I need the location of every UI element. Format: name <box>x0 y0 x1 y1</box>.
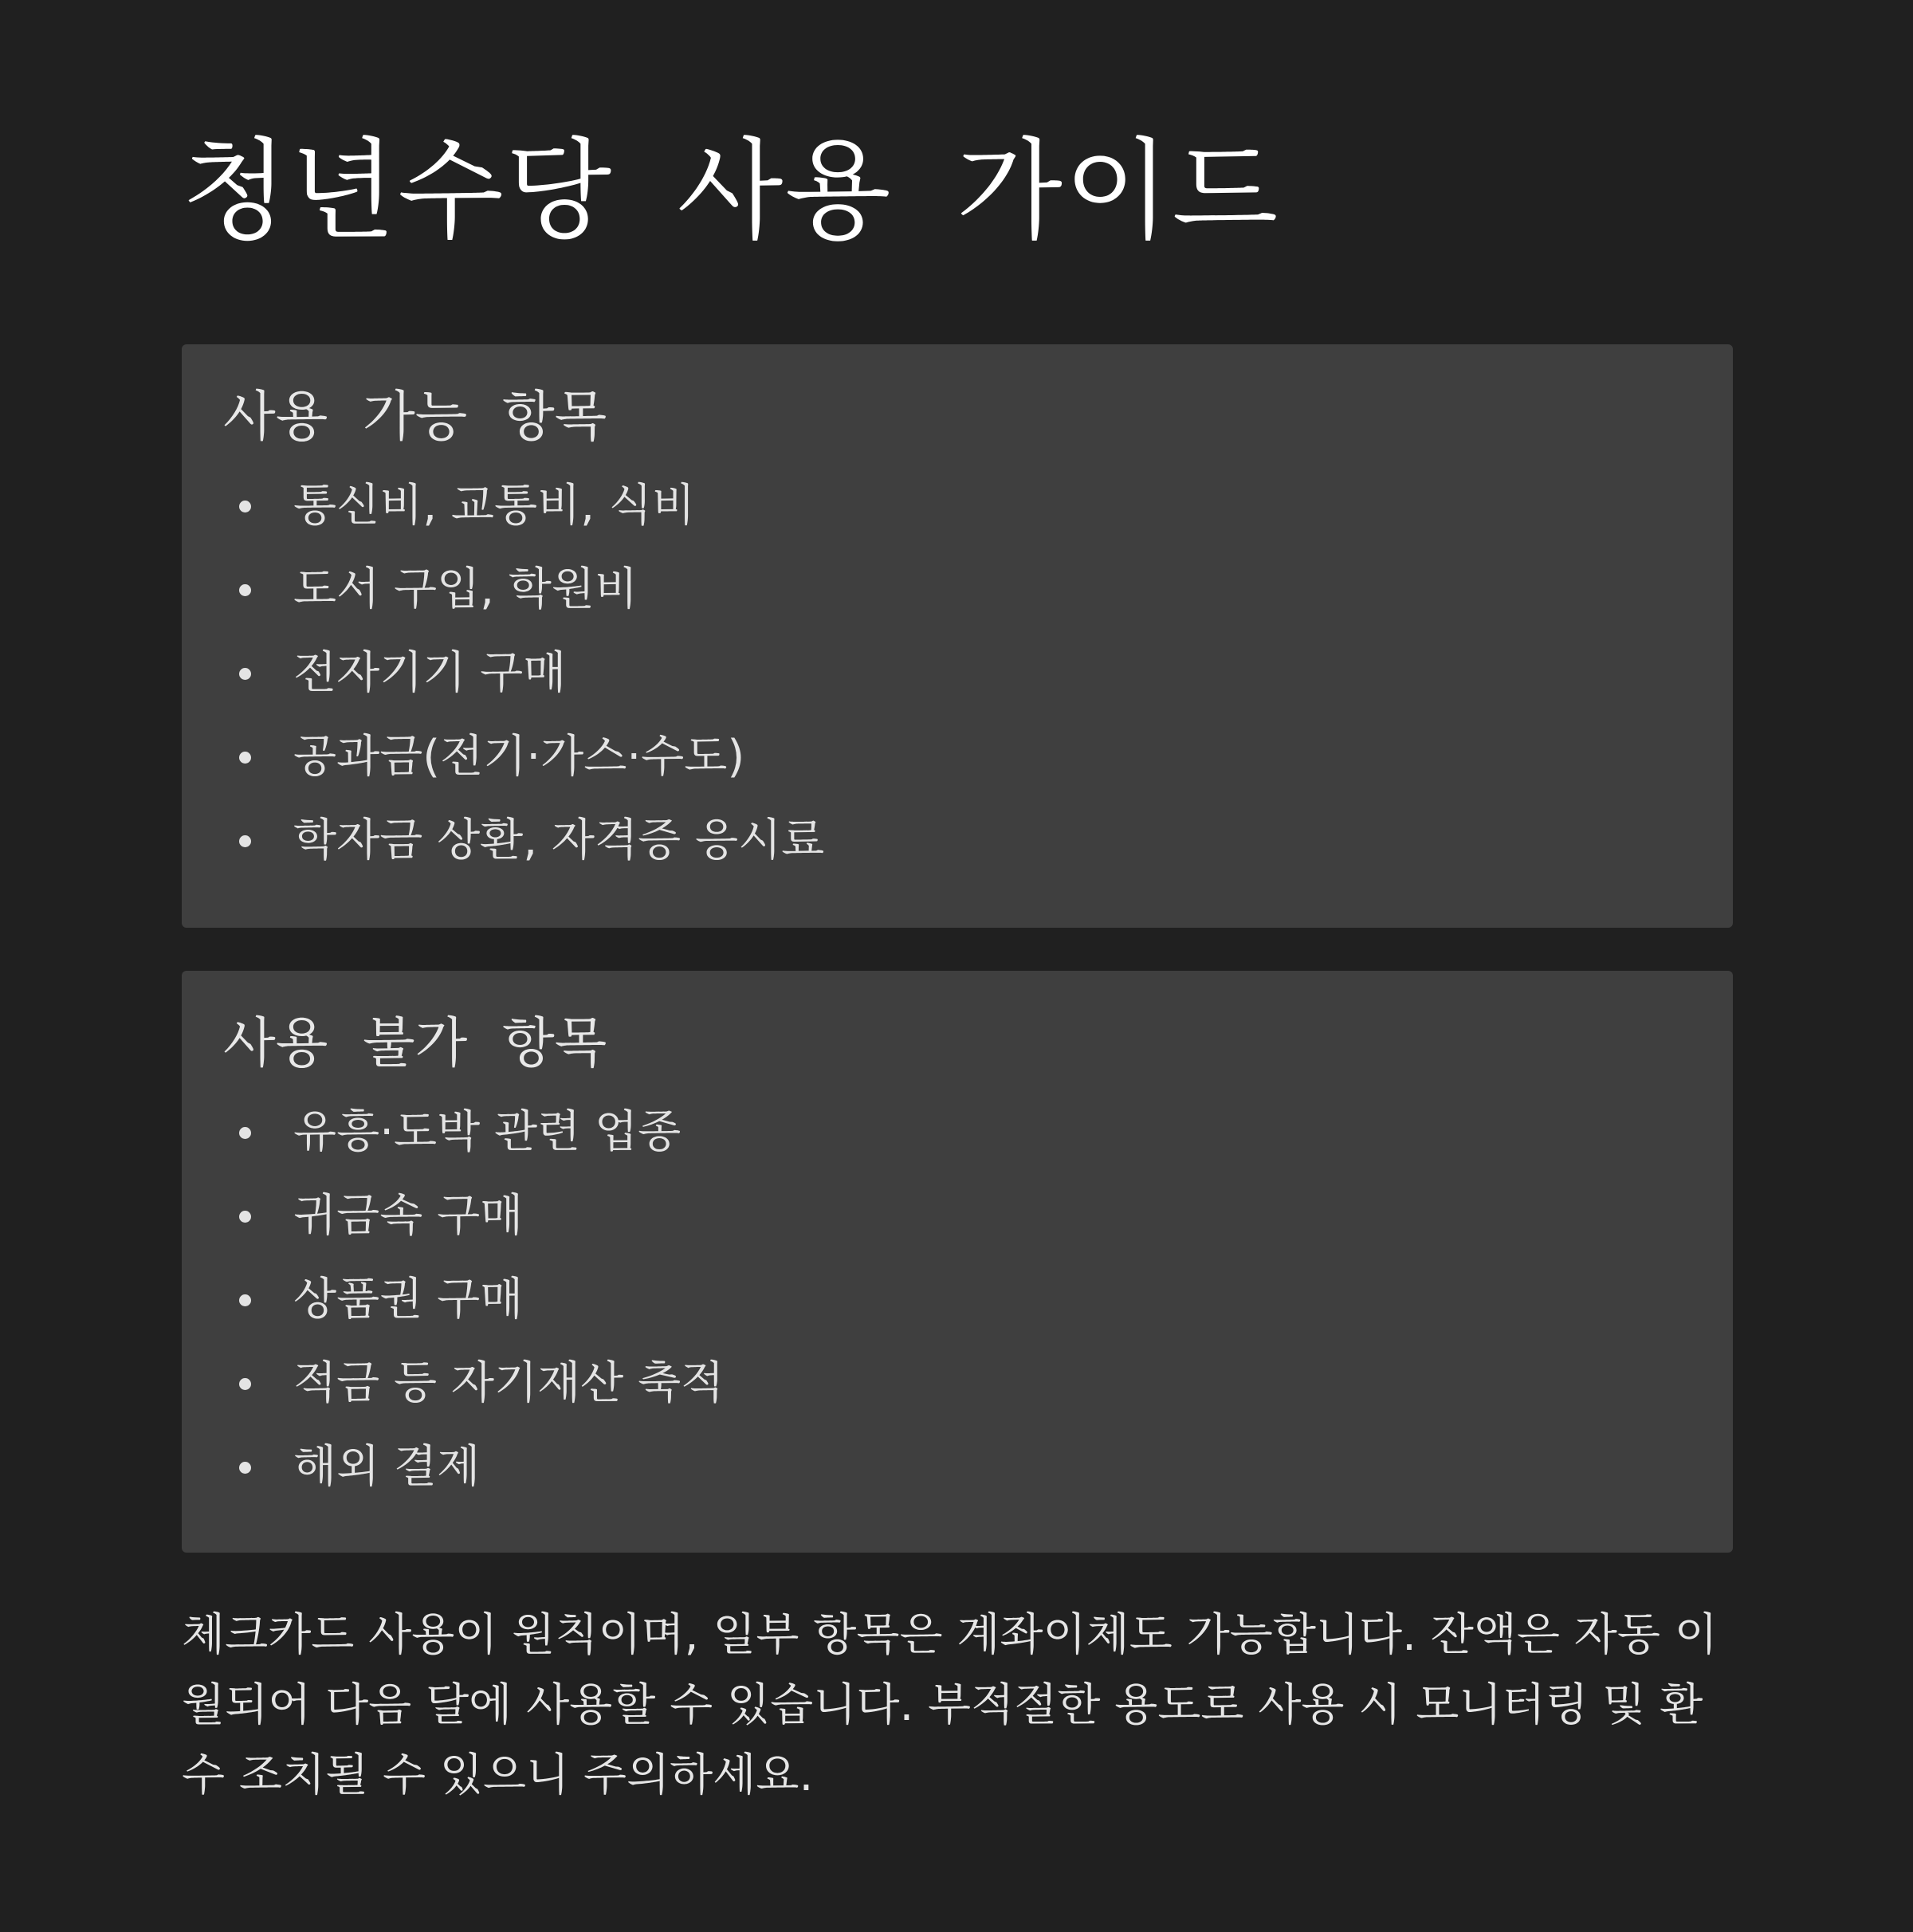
list-item-text: 공과금(전기·가스·수도) <box>293 731 745 783</box>
list-item-text: 귀금속 구매 <box>293 1190 524 1242</box>
bullet-icon <box>239 668 251 680</box>
list-item <box>182 548 1733 631</box>
bullet-icon <box>239 835 251 847</box>
bullet-icon <box>239 501 251 512</box>
allowed-items-card <box>182 344 1733 928</box>
bullet-icon <box>239 584 251 596</box>
list-item-text: 상품권 구매 <box>293 1274 524 1325</box>
banned-items-title: 사용 불가 항목 <box>223 1012 607 1075</box>
usage-note: 체크카드 사용이 원칙이며, 일부 항목은 계좌이체도 가능합니다. 잔액은 자동 이월되어 다음 달에 사용할 수 있습니다. 부적절한 용도로 사용 시 모니터링 및 환수 조치될 수 있으니 주의하세요. <box>182 1609 1718 1801</box>
list-item-text: 학자금 상환, 자격증 응시료 <box>293 815 825 866</box>
bullet-icon <box>239 1127 251 1139</box>
bullet-icon <box>239 1294 251 1306</box>
bullet-icon <box>239 1378 251 1390</box>
list-item-text: 도서 구입, 학원비 <box>293 564 638 615</box>
list-item-text: 해외 결제 <box>293 1441 481 1493</box>
list-item-text: 전자기기 구매 <box>293 647 567 699</box>
allowed-items-title: 사용 가능 항목 <box>223 386 607 449</box>
list-item <box>182 1090 1733 1174</box>
list-item <box>182 464 1733 548</box>
list-item <box>182 1425 1733 1509</box>
list-item <box>182 631 1733 715</box>
banned-items-card <box>182 971 1733 1553</box>
list-item <box>182 1341 1733 1425</box>
list-item <box>182 1258 1733 1341</box>
bullet-icon <box>239 752 251 764</box>
list-item-text: 통신비, 교통비, 식비 <box>293 480 695 532</box>
banned-items-list <box>182 1090 1733 1509</box>
bullet-icon <box>239 1211 251 1223</box>
page-title: 청년수당 사용 가이드 <box>182 127 1280 255</box>
list-item <box>182 715 1733 799</box>
bullet-icon <box>239 1462 251 1474</box>
list-item <box>182 1174 1733 1258</box>
allowed-items-list <box>182 464 1733 882</box>
list-item-text: 유흥·도박 관련 업종 <box>293 1106 682 1158</box>
list-item <box>182 799 1733 882</box>
list-item-text: 적금 등 자기재산 축적 <box>293 1357 725 1409</box>
